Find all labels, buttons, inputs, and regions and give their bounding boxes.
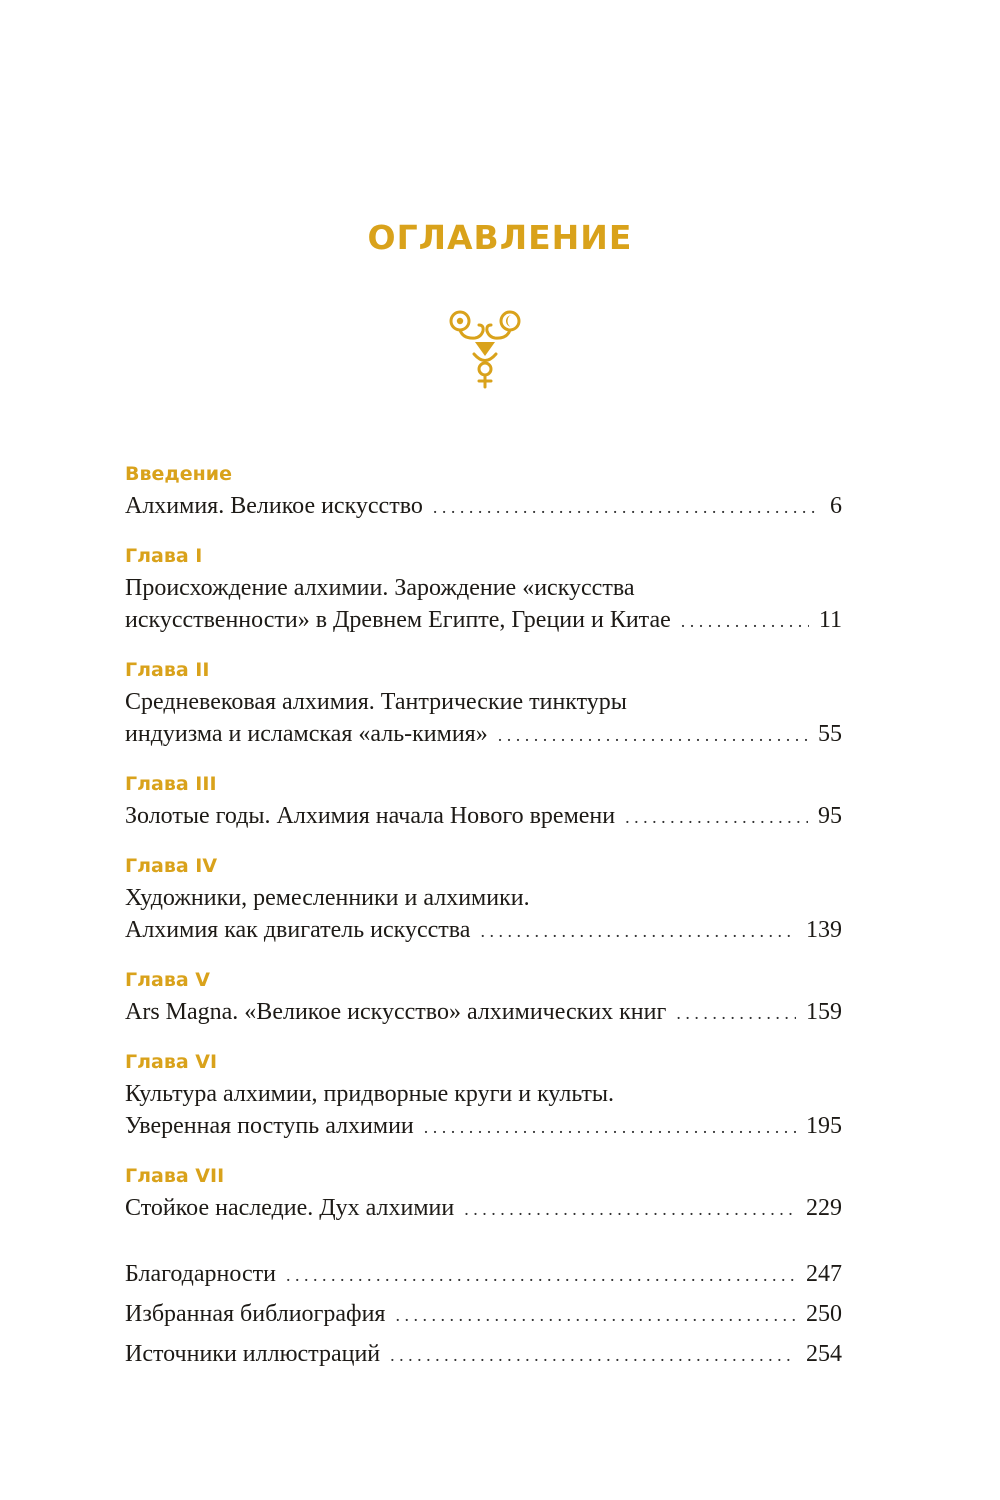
- toc-section: [125, 964, 842, 1028]
- dot-leader: [480, 915, 796, 947]
- toc-entry[interactable]: [125, 1254, 842, 1294]
- chapter-label: Глава VII: [125, 1165, 225, 1187]
- back-matter-title: Источники иллюстраций: [125, 1341, 381, 1367]
- chapter-title-line: Уверенная поступь алхимии: [125, 1113, 414, 1139]
- chapter-label: Глава IV: [125, 855, 218, 877]
- toc-section: [125, 654, 842, 750]
- page-number: 229: [806, 1195, 842, 1221]
- chapter-title-line: Алхимия. Великое искусство: [125, 493, 423, 519]
- dot-leader: [498, 719, 808, 751]
- chapter-title-line: Культура алхимии, придворные круги и культы.: [125, 1081, 614, 1107]
- page-title: ОГЛАВЛЕНИЕ: [367, 218, 633, 257]
- chapter-title-line: Художники, ремесленники и алхимики.: [125, 885, 530, 911]
- chapter-label: Глава V: [125, 969, 211, 991]
- toc-section: [125, 850, 842, 946]
- toc-entry[interactable]: [125, 490, 842, 522]
- chapter-title-line: искусственности» в Древнем Египте, Греции и Китае: [125, 607, 671, 633]
- dot-leader: [424, 1111, 796, 1143]
- back-matter-list: [125, 1254, 842, 1374]
- toc-entry[interactable]: [125, 604, 842, 636]
- toc-section: [125, 540, 842, 636]
- toc-section: [125, 458, 842, 522]
- table-of-contents: [125, 458, 842, 1374]
- toc-section: [125, 1046, 842, 1142]
- toc-section: [125, 1160, 842, 1224]
- dot-leader: [464, 1193, 796, 1225]
- chapter-label: Введение: [125, 463, 232, 485]
- chapter-title-line: Стойкое наследие. Дух алхимии: [125, 1195, 455, 1221]
- toc-entry[interactable]: [125, 1110, 842, 1142]
- page-number: 6: [830, 493, 842, 519]
- chapter-title-line: Ars Magna. «Великое искусство» алхимических книг: [125, 999, 667, 1025]
- toc-entry[interactable]: [125, 718, 842, 750]
- page-number: 11: [818, 607, 842, 633]
- page-number: 254: [806, 1341, 842, 1367]
- toc-section: [125, 768, 842, 832]
- dot-leader: [286, 1255, 796, 1295]
- chapter-title-line: Золотые годы. Алхимия начала Нового времени: [125, 803, 616, 829]
- dot-leader: [395, 1295, 796, 1335]
- page-number: 55: [818, 721, 842, 747]
- chapter-label: Глава I: [125, 545, 203, 567]
- toc-entry[interactable]: [125, 1192, 842, 1224]
- alchemical-symbol-icon: [445, 305, 525, 389]
- toc-entry[interactable]: [125, 996, 842, 1028]
- page-number: 159: [806, 999, 842, 1025]
- back-matter-title: Избранная библиография: [125, 1301, 386, 1327]
- dot-leader: [433, 491, 820, 523]
- page-number: 247: [806, 1261, 842, 1287]
- toc-entry[interactable]: [125, 914, 842, 946]
- chapter-title-line: Происхождение алхимии. Зарождение «искусства: [125, 575, 635, 601]
- toc-entry[interactable]: [125, 800, 842, 832]
- page-number: 250: [806, 1301, 842, 1327]
- dot-leader: [676, 997, 796, 1029]
- page-number: 139: [806, 917, 842, 943]
- page-number: 95: [818, 803, 842, 829]
- page-number: 195: [806, 1113, 842, 1139]
- back-matter-title: Благодарности: [125, 1261, 276, 1287]
- dot-leader: [681, 605, 809, 637]
- toc-entry[interactable]: [125, 1334, 842, 1374]
- dot-leader: [625, 801, 808, 833]
- chapter-label: Глава VI: [125, 1051, 218, 1073]
- chapter-title-line: Средневековая алхимия. Тантрические тинктуры: [125, 689, 627, 715]
- dot-leader: [390, 1335, 796, 1375]
- chapter-label: Глава II: [125, 659, 210, 681]
- chapter-title-line: Алхимия как двигатель искусства: [125, 917, 471, 943]
- chapter-label: Глава III: [125, 773, 217, 795]
- chapter-title-line: индуизма и исламская «аль-кимия»: [125, 721, 488, 747]
- toc-entry[interactable]: [125, 1294, 842, 1334]
